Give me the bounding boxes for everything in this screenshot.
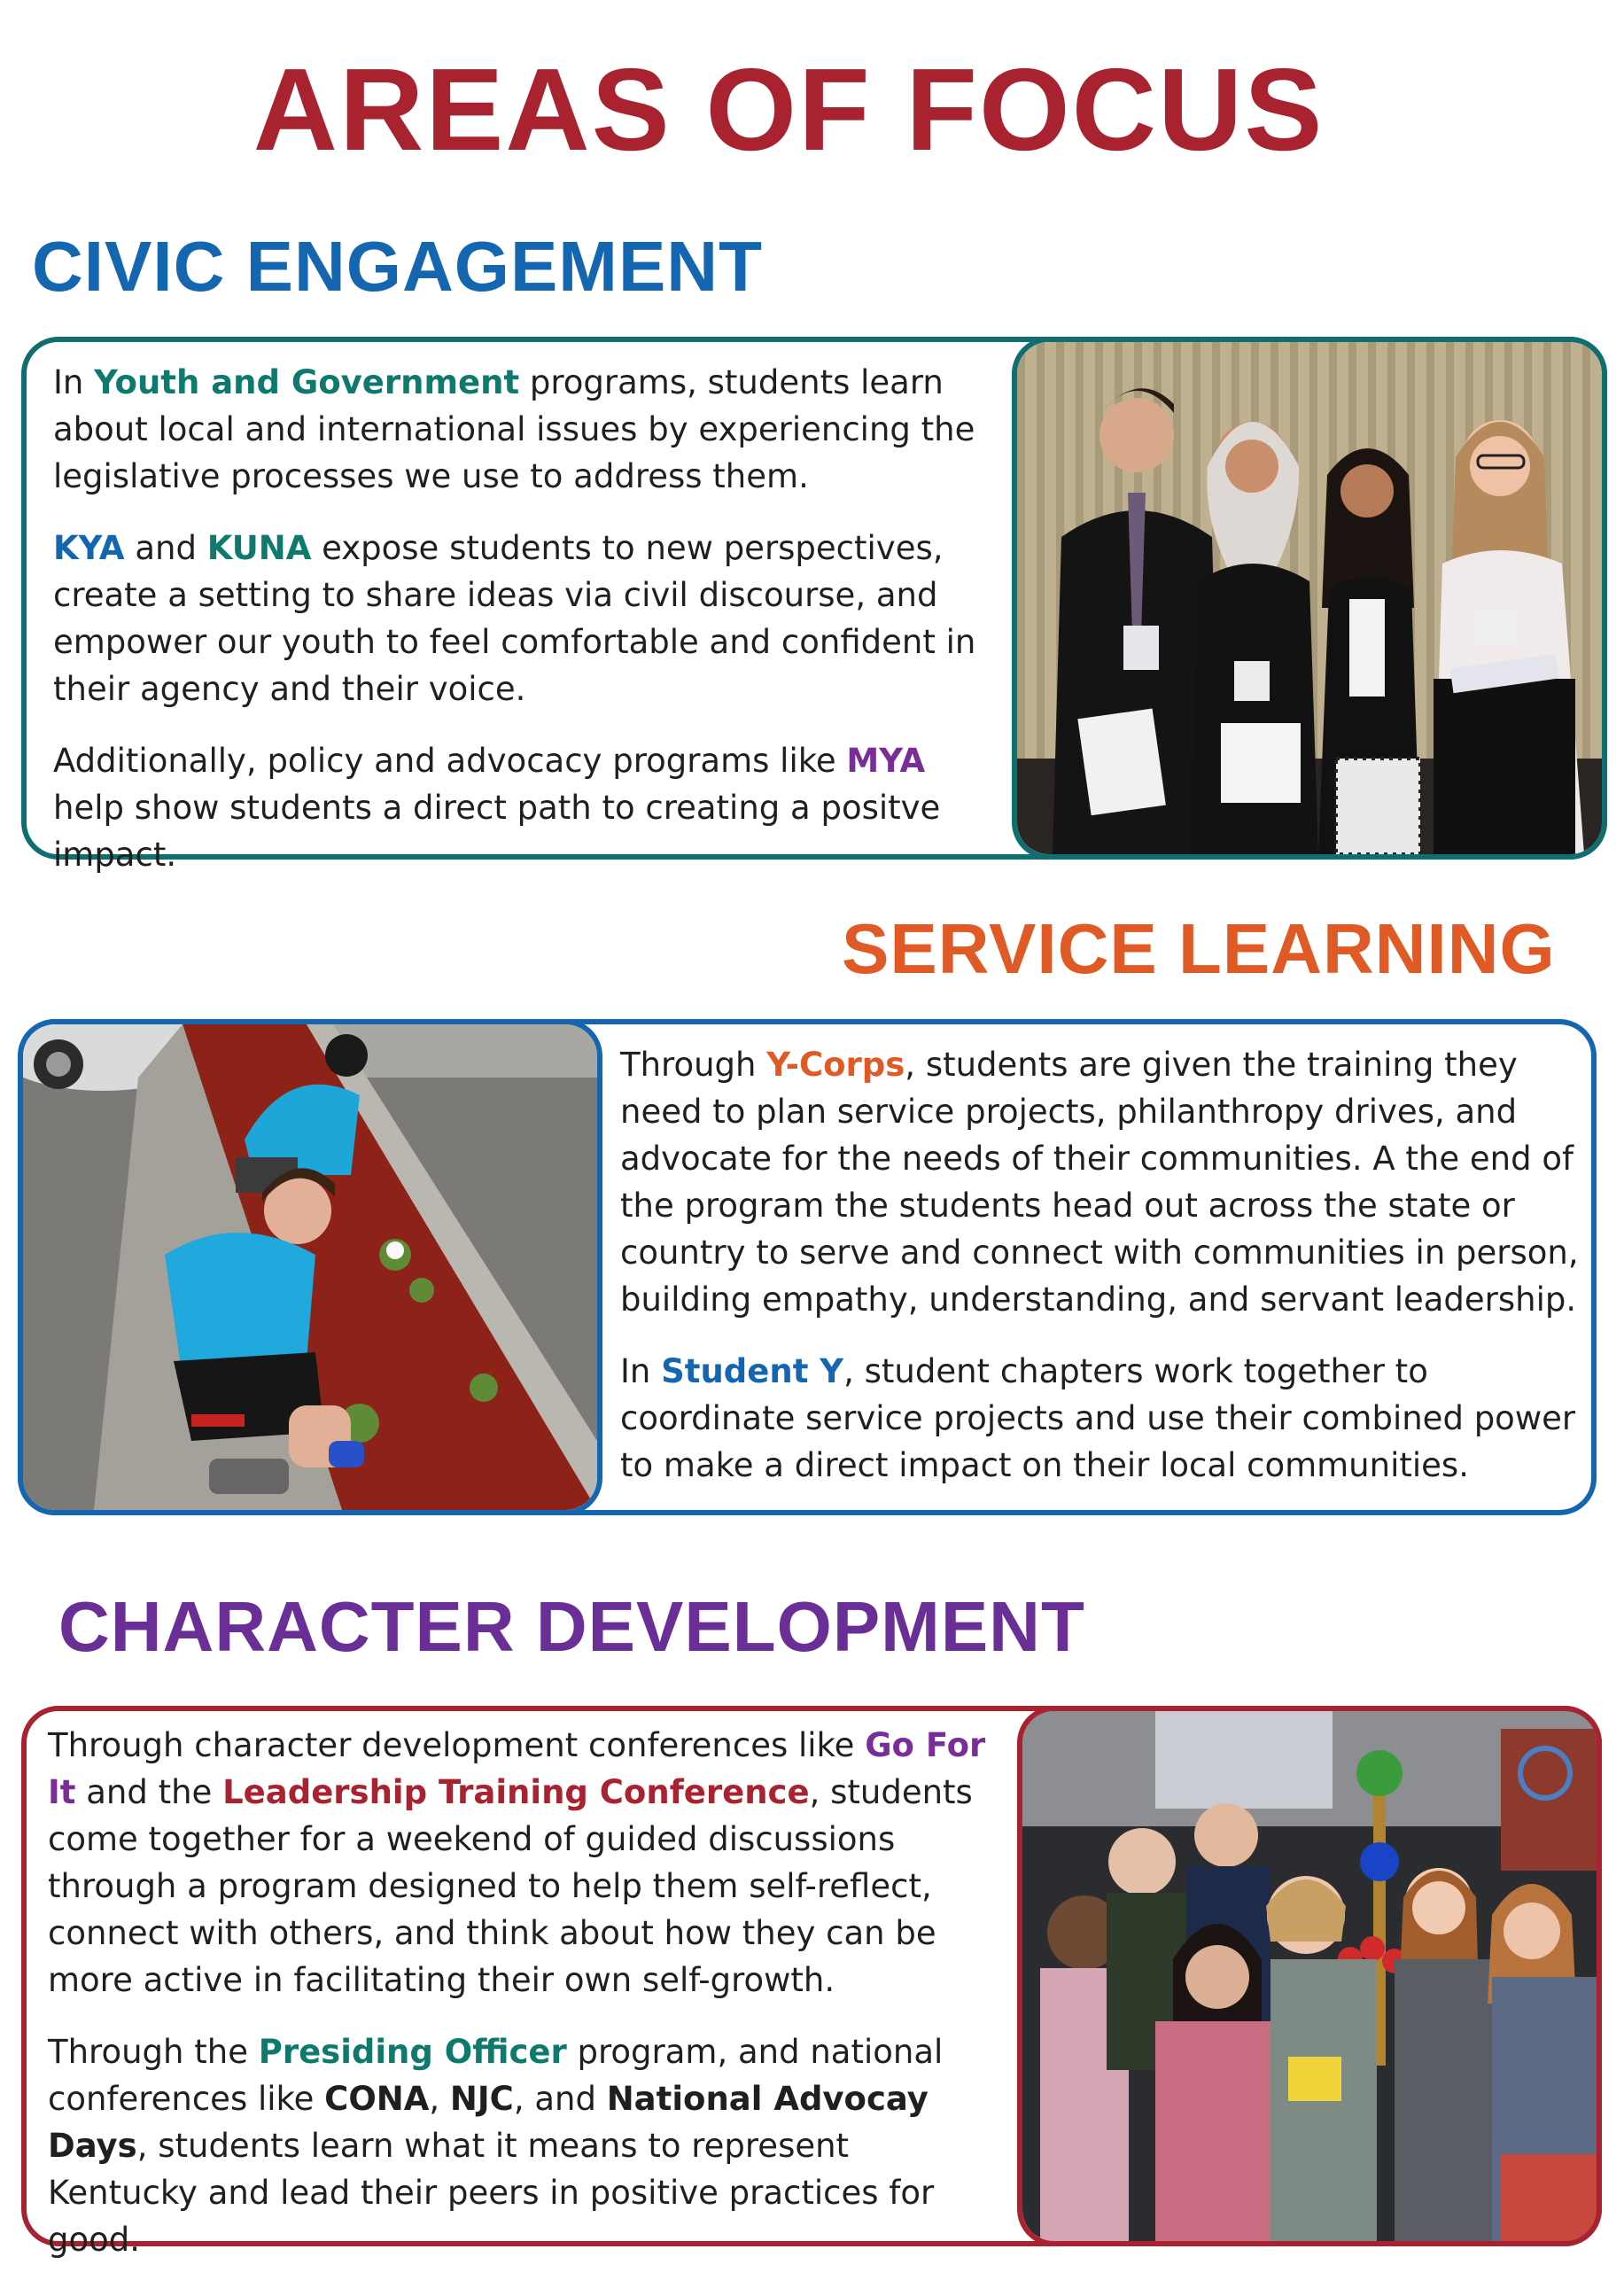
presiding-officer-paragraph: Through the Presiding Officer program, and national conferences like CONA, NJC, and National Advocay Days, students learn what it means to represent Kentucky and lead their peers in positive practices for good. — [48, 2033, 944, 2259]
y-corps-paragraph: Through Y-Corps, students are given the training they need to plan service projects, philanthropy drives, and advocate for the needs of their communities. A the end of the program the students head out across the state or country to serve and connect with communities in person, building empathy, understanding, and servant leadership. — [620, 1046, 1579, 1319]
student-y-paragraph: In Student Y, student chapters work together to coordinate service projects and use their combined power to make a direct impact on their local communities. — [620, 1352, 1576, 1484]
civic-engagement-photo — [1012, 337, 1607, 860]
national-advocay-days-name: National Advocay Days — [48, 2080, 929, 2165]
kya-name: KYA — [53, 529, 125, 567]
kuna-name: KUNA — [206, 529, 312, 567]
civic-engagement-text — [53, 359, 992, 903]
character-development-photo — [1017, 1706, 1602, 2246]
service-learning-heading: SERVICE LEARNING — [842, 909, 1556, 988]
leadership-training-conference-name: Leadership Training Conference — [222, 1773, 810, 1811]
page-title: AREAS OF FOCUS — [253, 44, 1325, 175]
mya-name: MYA — [846, 742, 926, 780]
volunteers-gardening-photo — [23, 1024, 597, 1510]
civic-engagement-heading: CIVIC ENGAGEMENT — [32, 227, 763, 306]
kya-kuna-paragraph: KYA and KUNA expose students to new perspectives, create a setting to share ideas via civil discourse, and empower our youth to feel comfortable and confident in their agency and their voice. — [53, 529, 976, 708]
delegates-group-photo — [1017, 342, 1602, 854]
njc-name: NJC — [449, 2080, 514, 2118]
y-corps-name: Y-Corps — [766, 1046, 905, 1084]
presiding-officer-name: Presiding Officer — [258, 2033, 567, 2071]
mya-paragraph: Additionally, policy and advocacy programs like MYA help show students a direct path to creating a positve impact. — [53, 742, 941, 874]
go-for-it-name: Go For It — [48, 1726, 986, 1811]
cona-name: CONA — [324, 2080, 430, 2118]
student-y-name: Student Y — [661, 1352, 844, 1390]
service-learning-photo — [18, 1019, 602, 1515]
students-celebrating-photo — [1022, 1711, 1597, 2241]
character-development-text — [48, 1722, 1005, 2288]
character-development-heading: CHARACTER DEVELOPMENT — [58, 1587, 1085, 1666]
go-for-it-paragraph: Through character development conferences like Go For It and the Leadership Training Conference, students come together for a weekend of guided discussions through a program designed to help them self-reflect, connect with others, and think about how they can be more active in facilitating their own self-growth. — [48, 1726, 986, 1999]
youth-and-government-name: Youth and Government — [94, 363, 520, 401]
youth-government-paragraph: In Youth and Government programs, students learn about local and international issues by experiencing the legislative processes we use to address them. — [53, 363, 975, 495]
service-learning-text — [620, 1041, 1581, 1514]
